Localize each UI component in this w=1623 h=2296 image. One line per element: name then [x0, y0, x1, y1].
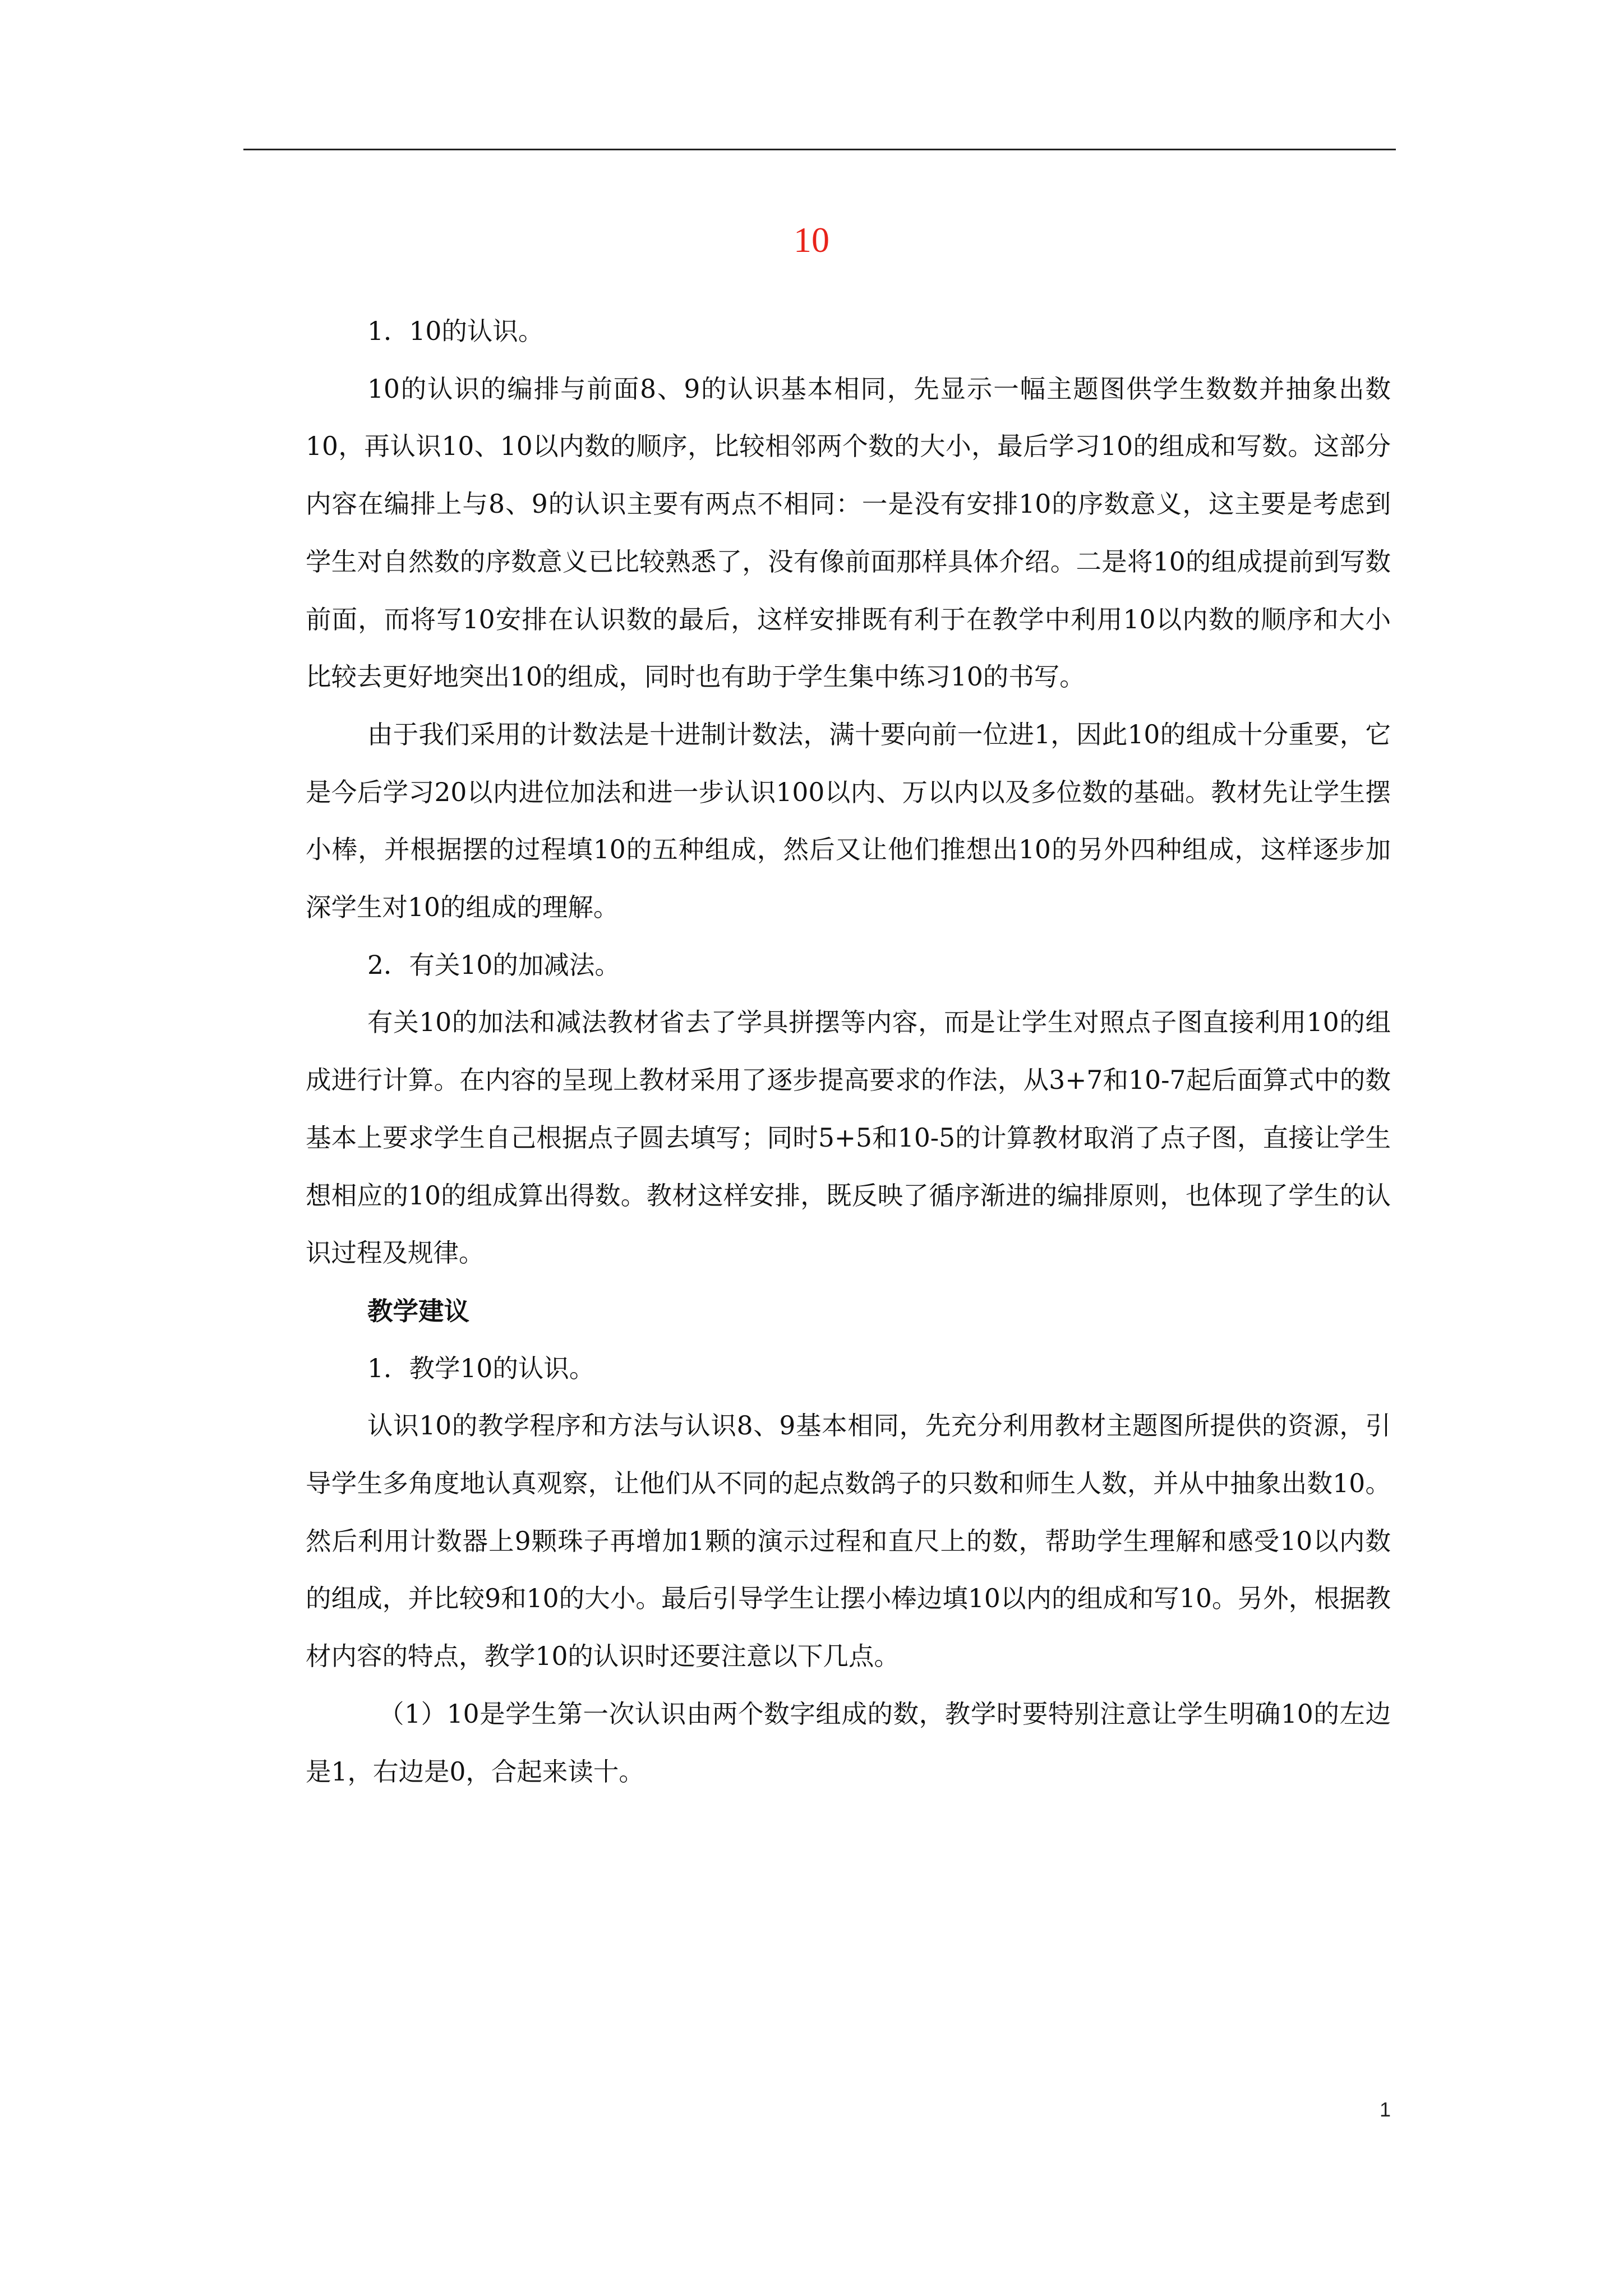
section-heading-1: 1．10的认识。 — [367, 316, 544, 346]
header-rule — [243, 149, 1396, 150]
paragraph-3: 有关10的加法和减法教材省去了学具拼摆等内容，而是让学生对照点子图直接利用10的组成进行计算。在内容的呈现上教材采用了逐步提高要求的作法，从3+7和10-7起后面算式中的数基本上要求学生自己根据点子圆去填写；同时5+5和10-5的计算教材取消了点子图，直接让学生想相应的10的组成算出得数。教材这样安排，既反映了循序渐进的编排原则，也体现了学生的认识过程及规律。 — [306, 1007, 1391, 1268]
document-body — [306, 303, 1391, 1801]
paragraph-5: （1）10是学生第一次认识由两个数字组成的数，教学时要特别注意让学生明确10的左边是1，右边是0，合起来读十。 — [306, 1699, 1391, 1787]
page-number: 1 — [1379, 2098, 1391, 2121]
teaching-suggestions-heading: 教学建议 — [367, 1295, 470, 1326]
paragraph-1: 10的认识的编排与前面8、9的认识基本相同，先显示一幅主题图供学生数数并抽象出数10，再认识10、10以内数的顺序，比较相邻两个数的大小，最后学习10的组成和写数。这部分内容在编排上与8、9的认识主要有两点不相同：一是没有安排10的序数意义，这主要是考虑到学生对自然数的序数意义已比较熟悉了，没有像前面那样具体介绍。二是将10的组成提前到写数前面，而将写10安排在认识数的最后，这样安排既有利于在教学中利用10以内数的顺序和大小比较去更好地突出10的组成，同时也有助于学生集中练习10的书写。 — [306, 374, 1391, 692]
paragraph-4: 认识10的教学程序和方法与认识8、9基本相同，先充分利用教材主题图所提供的资源，引导学生多角度地认真观察，让他们从不同的起点数鸽子的只数和师生人数，并从中抽象出数10。然后利用计数器上9颗珠子再增加1颗的演示过程和直尺上的数，帮助学生理解和感受10以内数的组成，并比较9和10的大小。最后引导学生让摆小棒边填10以内的组成和写10。另外，根据教材内容的特点，教学10的认识时还要注意以下几点。 — [306, 1411, 1391, 1672]
section-heading-3: 1．教学10的认识。 — [367, 1353, 595, 1383]
paragraph-2: 由于我们采用的计数法是十进制计数法，满十要向前一位进1，因此10的组成十分重要，它是今后学习20以内进位加法和进一步认识100以内、万以内以及多位数的基础。教材先让学生摆小棒，并根据摆的过程填10的五种组成，然后又让他们推想出10的另外四种组成，这样逐步加深学生对10的组成的理解。 — [306, 719, 1391, 923]
section-heading-2: 2．有关10的加减法。 — [367, 950, 620, 980]
page-title: 10 — [794, 220, 829, 260]
